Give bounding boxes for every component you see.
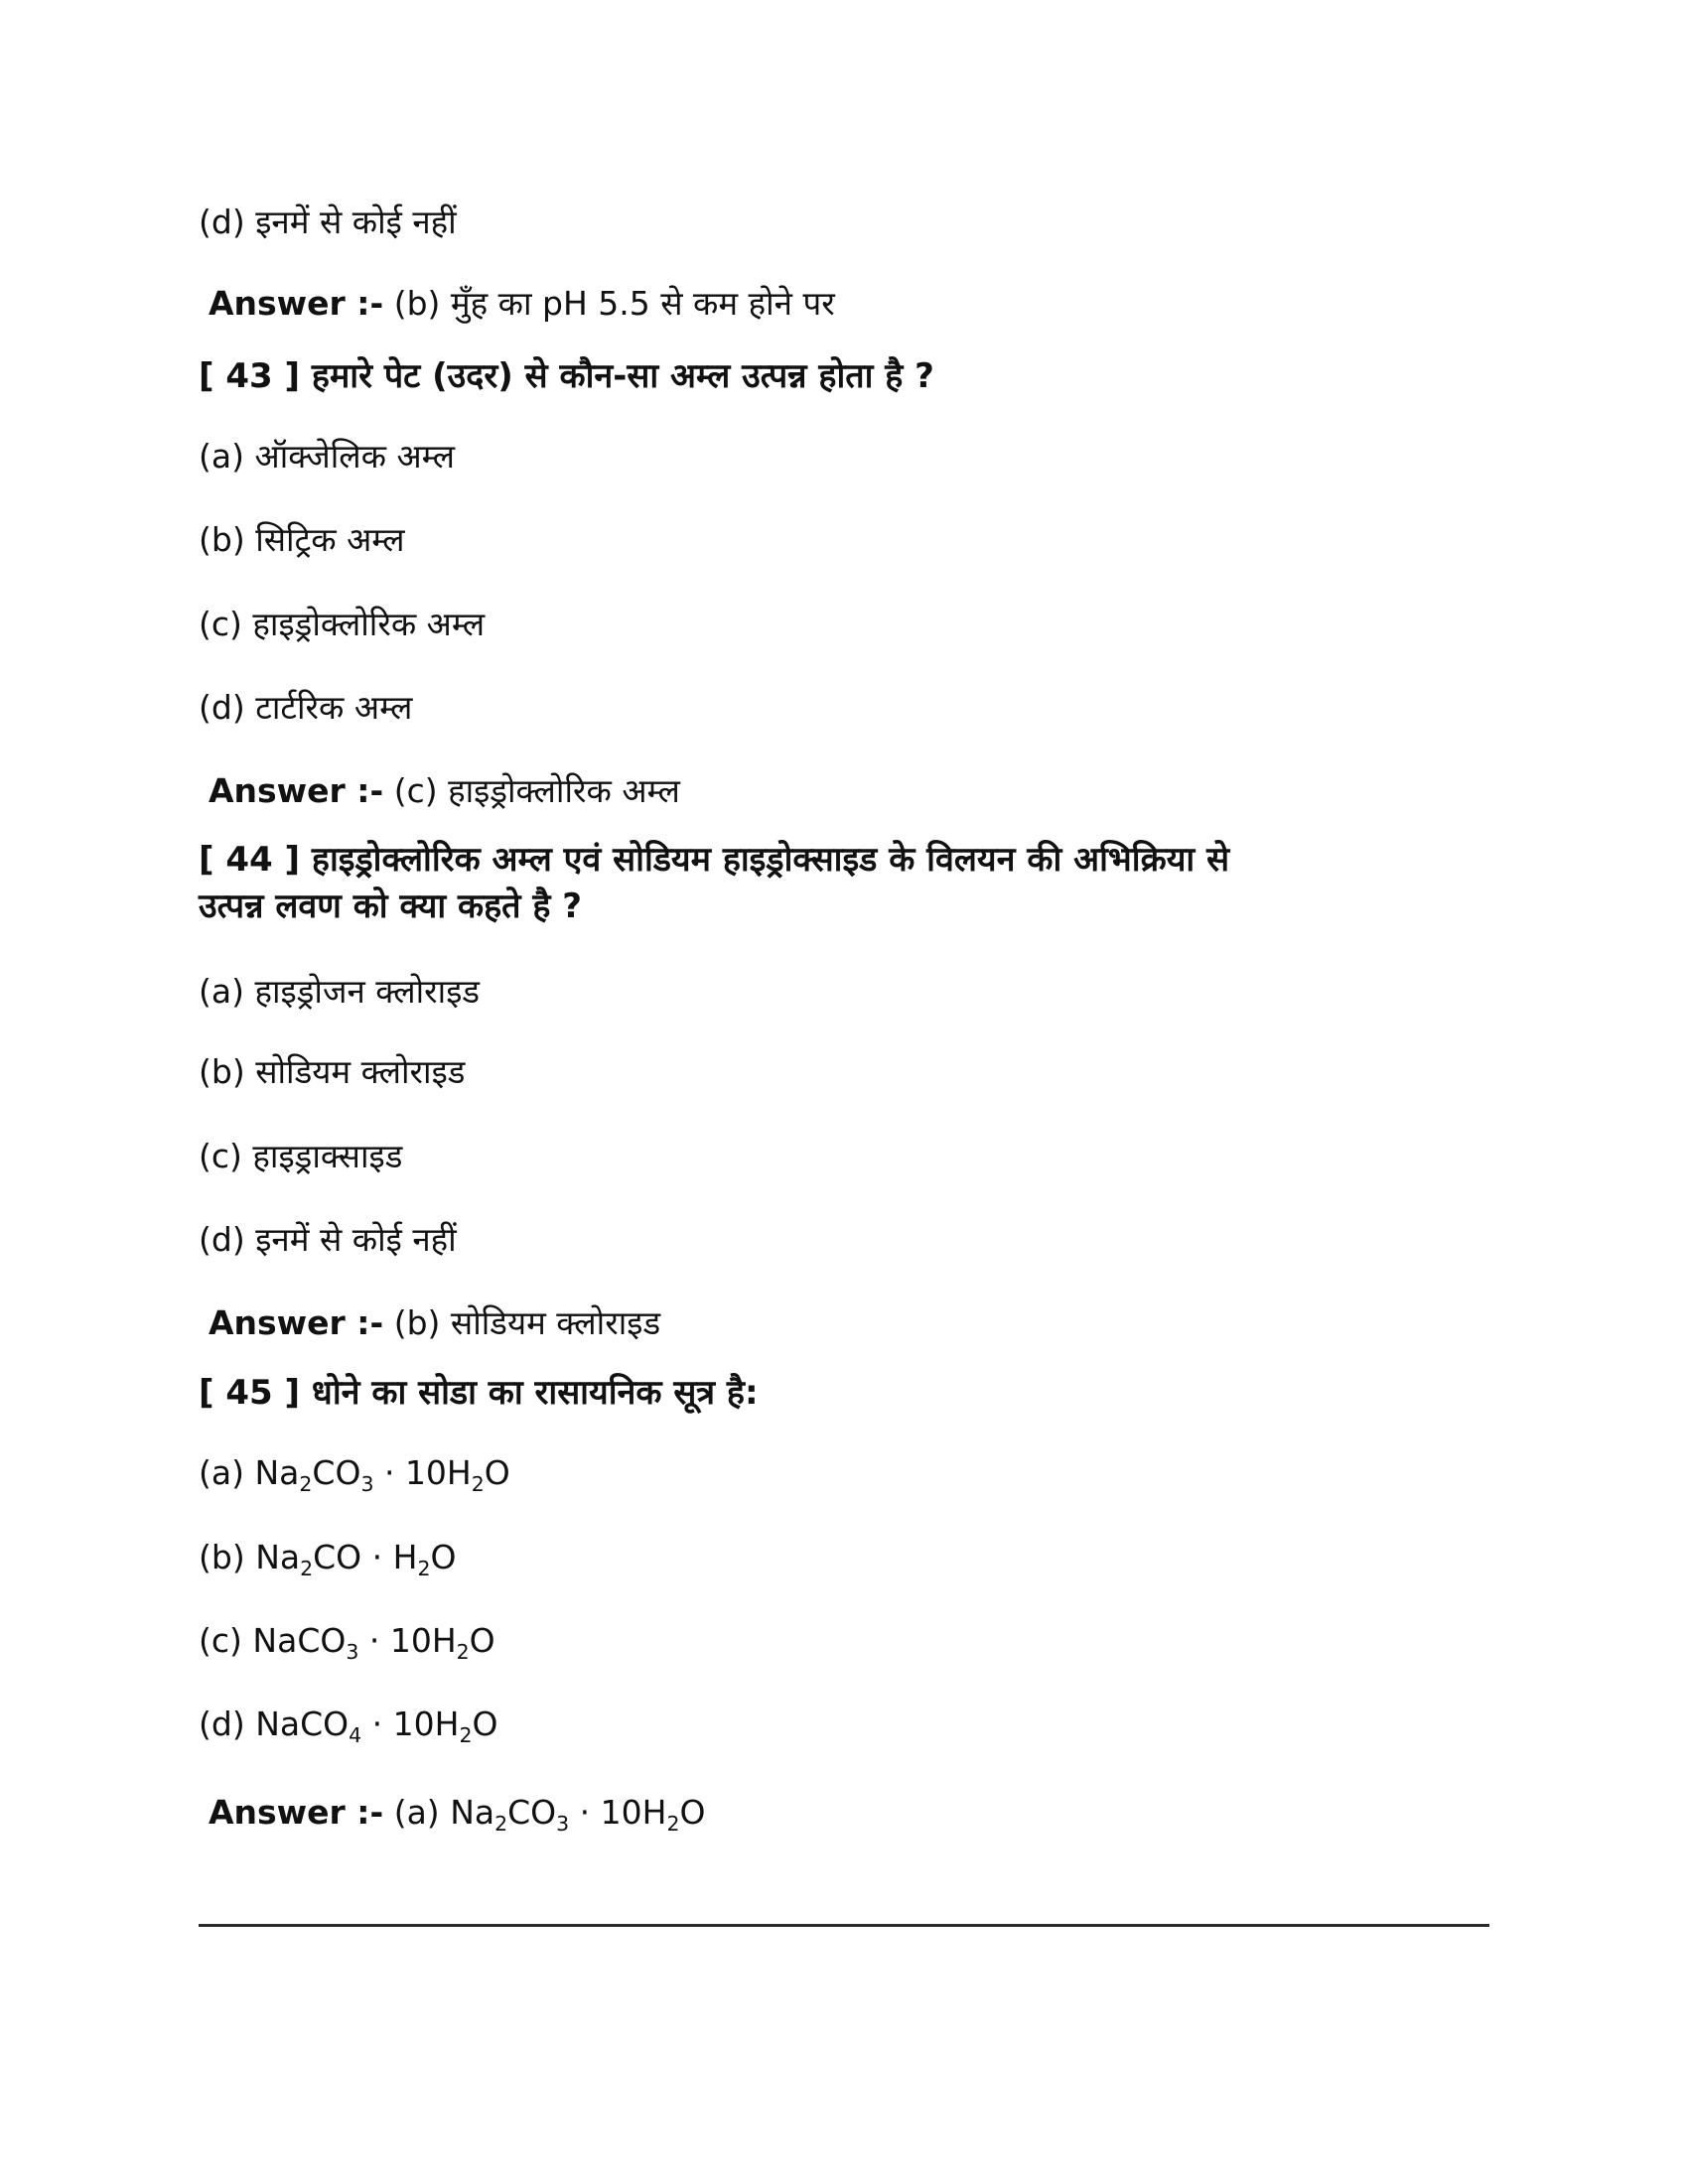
- answer-text: (b) मुँह का pH 5.5 से कम होने पर: [393, 284, 835, 323]
- chemical-formula: $Na_2CO_3 \cdot 10H_2O$: [450, 1793, 706, 1837]
- chemical-formula: NaCO$_3$ · $10H_2O$: [252, 1621, 495, 1665]
- option-label: (d): [199, 688, 245, 727]
- option-label: (c): [199, 1621, 242, 1660]
- q44-option-c: [199, 1132, 402, 1181]
- option-label: (b): [199, 1052, 245, 1091]
- question-number: [ 45 ]: [199, 1373, 301, 1413]
- option-label: (b): [199, 1538, 245, 1576]
- answer-prefix: Answer :-: [209, 284, 384, 323]
- option-label: (d): [199, 1705, 245, 1743]
- option-text: हाइड्रोजन क्लोराइड: [254, 972, 481, 1011]
- option-label: (a): [199, 972, 244, 1011]
- question-text: धोने का सोडा का रासायनिक सूत्र है:: [311, 1373, 759, 1413]
- q44-option-b: [199, 1047, 465, 1097]
- chemical-formula: NaCO$_4$ · $10H_2O$: [255, 1705, 498, 1748]
- question-text-line1: हाइड्रोक्लोरिक अम्ल एवं सोडियम हाइड्रोक्साइड के विलयन की अभिक्रिया से: [311, 840, 1230, 880]
- q44-answer: [209, 1298, 660, 1348]
- option-label: (d): [199, 1220, 245, 1259]
- option-label: (a): [199, 437, 244, 476]
- option-label: (d): [199, 203, 245, 241]
- question-43-heading: [199, 351, 934, 401]
- question-45-heading: [199, 1368, 759, 1418]
- q45-answer: [209, 1788, 705, 1838]
- answer-label: (a): [393, 1793, 440, 1832]
- q43-option-a: [199, 432, 455, 481]
- option-text: हाइड्रोक्लोरिक अम्ल: [252, 605, 486, 643]
- answer-prefix: Answer :-: [209, 771, 384, 810]
- q45-option-b: [199, 1533, 456, 1582]
- q45-option-a: [199, 1448, 510, 1498]
- q43-answer: [209, 766, 680, 816]
- option-text: इनमें से कोई नहीं: [255, 1220, 457, 1259]
- answer-prev: [209, 279, 835, 329]
- question-number: [ 44 ]: [199, 840, 301, 880]
- question-number: [ 43 ]: [199, 356, 301, 396]
- option-text: टार्टरिक अम्ल: [255, 688, 413, 727]
- answer-text: (c) हाइड्रोक्लोरिक अम्ल: [393, 771, 680, 810]
- question-text: हमारे पेट (उदर) से कौन-सा अम्ल उत्पन्न होता है ?: [311, 356, 934, 396]
- q43-option-b: [199, 515, 405, 565]
- answer-text: (b) सोडियम क्लोराइड: [393, 1303, 661, 1342]
- q45-option-c: [199, 1616, 495, 1666]
- option-text: सिट्रिक अम्ल: [255, 520, 405, 559]
- question-44-heading-line2: [199, 882, 582, 931]
- q44-option-d: [199, 1215, 457, 1265]
- q45-option-d: [199, 1700, 497, 1749]
- option-label: (a): [199, 1453, 244, 1492]
- question-text-line2: उत्पन्न लवण को क्या कहते है ?: [199, 887, 582, 926]
- q43-option-d: [199, 683, 412, 733]
- chemical-formula: $Na_2CO \cdot H_2O$: [255, 1538, 457, 1581]
- option-label: (c): [199, 1137, 242, 1175]
- q44-option-a: [199, 967, 480, 1017]
- option-text: हाइड्राक्साइड: [252, 1137, 403, 1175]
- horizontal-divider: [199, 1924, 1489, 1927]
- chemical-formula: $Na_2CO_3 \cdot 10H_2O$: [254, 1453, 510, 1497]
- answer-prefix: Answer :-: [209, 1303, 384, 1342]
- option-text: सोडियम क्लोराइड: [255, 1052, 466, 1091]
- q43-option-c: [199, 600, 485, 649]
- option-label: (b): [199, 520, 245, 559]
- option-text: ऑक्जेलिक अम्ल: [254, 437, 455, 476]
- answer-prefix: Answer :-: [209, 1793, 384, 1832]
- option-text: इनमें से कोई नहीं: [255, 203, 457, 241]
- question-44-heading: [199, 835, 1229, 885]
- option-d-prev: [199, 198, 457, 247]
- option-label: (c): [199, 605, 242, 643]
